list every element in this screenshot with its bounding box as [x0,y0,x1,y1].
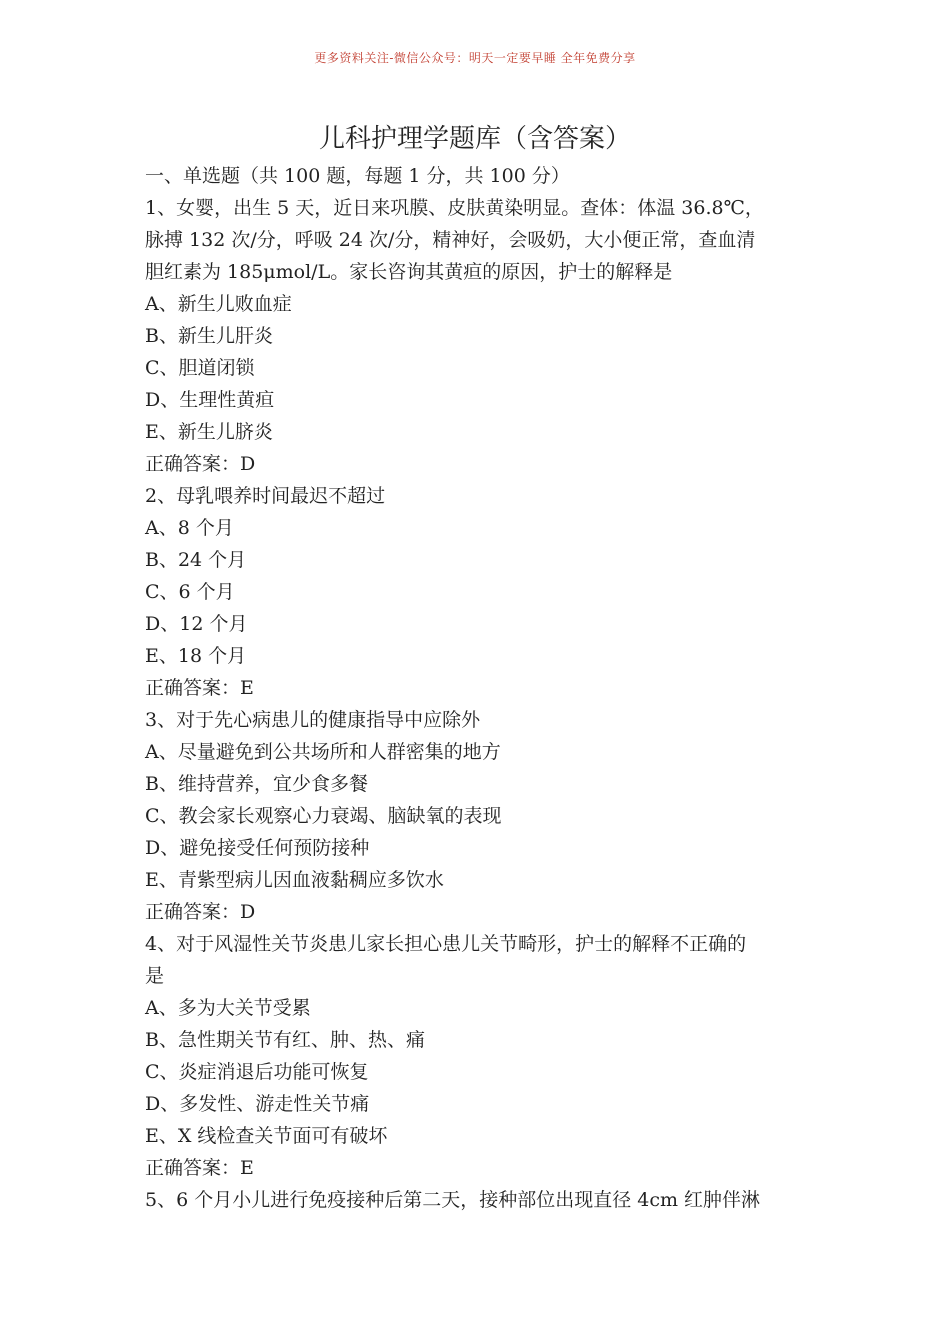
question-stem: 5、6 个月小儿进行免疫接种后第二天，接种部位出现直径 4cm 红肿伴淋 [145,1189,761,1211]
answer-option: C、6 个月 [145,581,235,603]
question-stem: 1、女婴，出生 5 天，近日来巩膜、皮肤黄染明显。查体：体温 36.8℃， [145,197,764,219]
answer-option: B、24 个月 [145,549,247,571]
correct-answer: 正确答案：E [145,677,254,699]
correct-answer: 正确答案：D [145,453,256,475]
question [145,704,825,928]
question-stem: 胆红素为 185μmol/L。家长咨询其黄疸的原因，护士的解释是 [145,261,673,283]
answer-option: E、青紫型病儿因血液黏稠应多饮水 [145,869,444,891]
question-list [145,192,825,1216]
answer-option: E、X 线检查关节面可有破坏 [145,1125,388,1147]
watermark-banner: 更多资料关注-微信公众号：明天一定要早睡 全年免费分享 [314,51,636,65]
question [145,928,825,1184]
question-stem: 2、母乳喂养时间最迟不超过 [145,485,386,507]
answer-option: B、维持营养，宜少食多餐 [145,773,368,795]
question-stem: 是 [145,965,165,987]
answer-option: A、多为大关节受累 [145,997,311,1019]
answer-option: D、生理性黄疸 [145,389,275,411]
answer-option: A、尽量避免到公共场所和人群密集的地方 [145,741,501,763]
document-body [145,160,825,1216]
answer-option: E、18 个月 [145,645,247,667]
question-stem: 3、对于先心病患儿的健康指导中应除外 [145,709,481,731]
answer-option: A、新生儿败血症 [145,293,292,315]
answer-option: B、新生儿肝炎 [145,325,273,347]
answer-option: D、避免接受任何预防接种 [145,837,370,859]
document-title: 儿科护理学题库（含答案） [318,124,631,154]
answer-option: A、8 个月 [145,517,234,539]
question [145,480,825,704]
answer-option: D、12 个月 [145,613,248,635]
correct-answer: 正确答案：D [145,901,256,923]
answer-option: B、急性期关节有红、肿、热、痛 [145,1029,425,1051]
question [145,192,825,480]
question [145,1184,825,1216]
question-stem: 4、对于风湿性关节炎患儿家长担心患儿关节畸形，护士的解释不正确的 [145,933,747,955]
answer-option: C、炎症消退后功能可恢复 [145,1061,369,1083]
section-heading: 一、单选题（共 100 题，每题 1 分，共 100 分） [145,165,570,187]
answer-option: C、胆道闭锁 [145,357,255,379]
answer-option: E、新生儿脐炎 [145,421,273,443]
answer-option: C、教会家长观察心力衰竭、脑缺氧的表现 [145,805,502,827]
correct-answer: 正确答案：E [145,1157,254,1179]
answer-option: D、多发性、游走性关节痛 [145,1093,370,1115]
question-stem: 脉搏 132 次/分，呼吸 24 次/分，精神好，会吸奶，大小便正常，查血清 [145,229,756,251]
